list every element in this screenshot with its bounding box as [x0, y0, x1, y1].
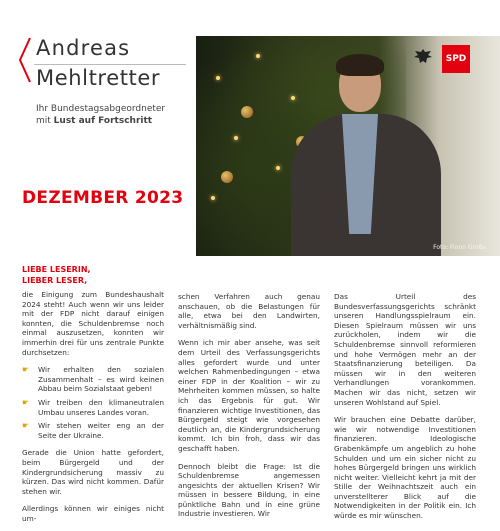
text-column-2: [178, 292, 320, 527]
tree-light: [234, 136, 238, 140]
last-name: Mehltretter: [36, 66, 161, 90]
tree-light: [216, 76, 220, 80]
month-heading: DEZEMBER 2023: [22, 188, 184, 208]
photo-credit: Foto: Fionn Große: [433, 244, 486, 251]
red-slash-mark: [16, 36, 32, 96]
paragraph: Wir brauchen eine Debatte darüber, wie wir notwendige Investitionen finanzieren. Ideologische Grabenkämpfe um angeblich zu hohe Schulden und um ein sicher nicht zu hohes Bürgergeld bringen uns wirklich nicht weiter. Vielleicht kehrt ja mit der Stille der Weihnachtszeit auch ein unverstellterer Blick auf die Notwendigkeiten in der Politik ein. Ich würde es mir wünschen.: [334, 415, 476, 521]
list-item-text: Wir treiben den klimaneutralen Umbau unseres Landes voran.: [38, 397, 164, 417]
tree-ornament: [241, 106, 253, 118]
paragraph: Gerade die Union hatte gefordert, beim Bürgergeld und der Kindergrundsicherung massiv zu kürzen. Das wird nicht kommen. Dafür stehen wir.: [22, 448, 164, 496]
person-hair: [336, 54, 384, 76]
list-item: [22, 398, 164, 417]
tagline-line2: [36, 115, 165, 127]
list-item: [22, 421, 164, 440]
tagline: [36, 103, 165, 127]
text-column-1: [22, 290, 164, 531]
spd-logo: SPD: [442, 45, 470, 73]
tree-light: [211, 196, 215, 200]
paragraph: Dennoch bleibt die Frage: Ist die Schuldenbremse angemessen angesichts der aktuellen Krisen? Wir müssen in bessere Bildung, in eine pünktliche Bahn und in eine grüne Industrie investieren. Wir: [178, 461, 320, 519]
name-divider: [34, 64, 186, 65]
achievements-list: [22, 365, 164, 440]
paragraph: Allerdings können wir einiges nicht um-: [22, 504, 164, 523]
intro-paragraph: die Einigung zum Bundeshaushalt 2024 steht! Auch wenn wir uns leider mit der FDP nicht darauf einigen konnten, die Schuldenbremse noch einmal auszusetzen, konnten wir immerhin drei für uns zentrale Punkte durchsetzen:: [22, 290, 164, 357]
pointing-hand-icon: ☛: [22, 421, 30, 431]
list-item-text: Wir stehen weiter eng an der Seite der Ukraine.: [38, 421, 164, 440]
tree-light: [256, 54, 260, 58]
tree-light: [291, 96, 295, 100]
paragraph: Das Urteil des Bundesverfassungsgerichts schränkt unseren Handlungsspielraum ein. Diesen Spielraum müssen wir uns zurückholen, indem wir die Schuldenbremse sinnvoll reformieren und hohe Vermögen mehr an der Staatsfinanzierung beteiligen. Da müssen wir in den weiteren Verhandlungen vorankommen. Machen wir das nicht, setzen wir unseren Wohlstand auf Spiel.: [334, 292, 476, 407]
list-item-text: Wir erhalten den sozialen Zusammenhalt – es wird keinen Abbau beim Sozialstaat geben!: [38, 365, 164, 394]
salutation: [22, 264, 91, 286]
salutation-line2: LIEBER LESER,: [22, 276, 88, 285]
paragraph: Wenn ich mir aber ansehe, was seit dem Urteil des Verfassungsgerichts alles gefordert wurde und unter welchen Rahmenbedingungen – etwa einer FDP in der Koalition – wir zu Mehrheiten kommen müssen, so halte ich das Ergebnis für gut. Wir finanzieren wichtige Investitionen, das Bürgergeld steigt wie vorgesehen deutlich an, die Kindergrundsicherung kommt. Ich bin froh, dass wir das geschafft haben.: [178, 338, 320, 453]
paragraph: schen Verfahren auch genau anschauen, ob die Belastungen für alle, etwa bei den Landwirten, verhältnismäßig sind.: [178, 292, 320, 330]
pointing-hand-icon: ☛: [22, 397, 30, 407]
tree-ornament: [221, 171, 233, 183]
tagline-prefix: mit: [36, 116, 54, 126]
tagline-bold: Lust auf Fortschritt: [53, 116, 153, 126]
text-column-3: [334, 292, 476, 529]
list-item: [22, 365, 164, 394]
federal-eagle-icon: [412, 46, 434, 68]
salutation-line1: LIEBE LESERIN,: [22, 265, 91, 274]
tree-light: [276, 166, 280, 170]
first-name: Andreas: [36, 36, 131, 60]
tagline-line1: Ihr Bundestagsabgeordneter: [36, 104, 166, 114]
pointing-hand-icon: ☛: [22, 365, 30, 375]
